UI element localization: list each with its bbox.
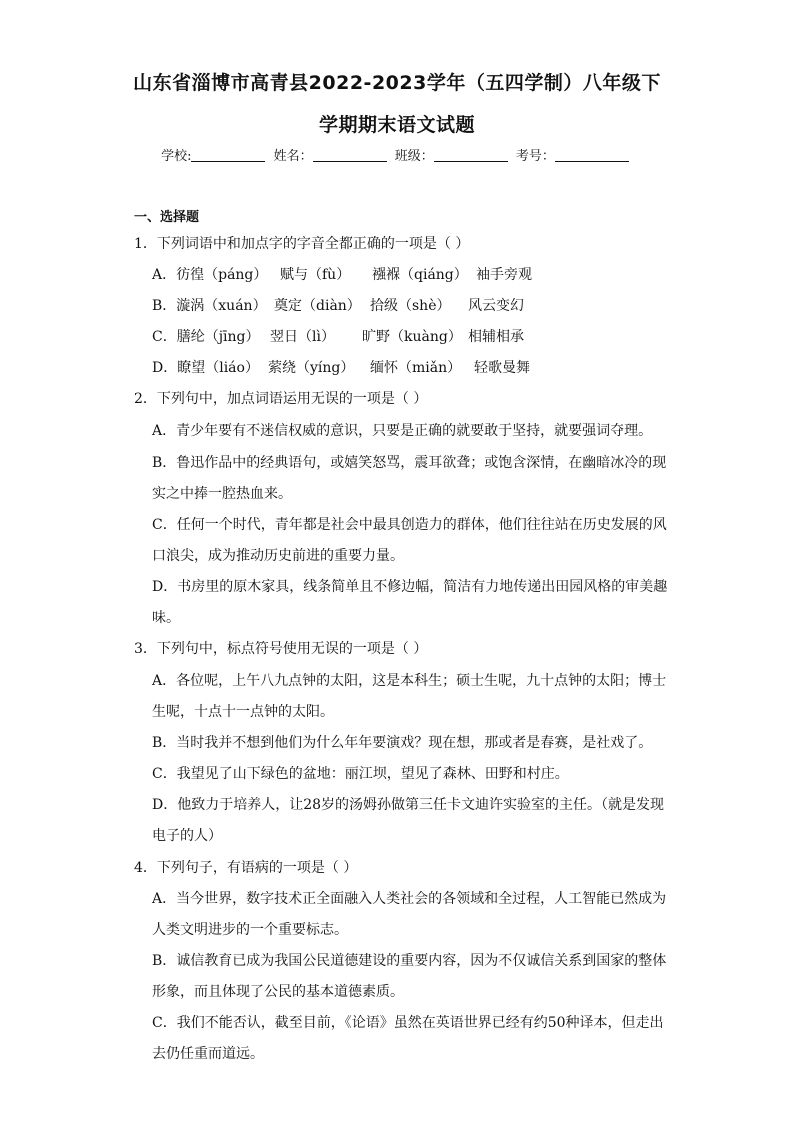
- option-word: D．瞭望（liáo）: [152, 360, 259, 376]
- exam-title-line-2: 学期期末语文试题: [318, 114, 475, 136]
- option-word: 轻歌曼舞: [474, 360, 530, 376]
- section-title: 一、选择题: [134, 210, 200, 225]
- option-word: 萦绕（yíng）: [268, 360, 355, 376]
- option-word: 相辅相承: [468, 329, 524, 345]
- option-word: 襁褓（qiáng）: [372, 267, 468, 283]
- question-2-option-d[interactable]: D．书房里的原木家具，线条简单且不修边幅，简洁有力地传递出田园风格的审美趣: [152, 579, 668, 595]
- question-1-option-b[interactable]: [152, 295, 524, 315]
- question-2-option-b-cont: 实之中捧一腔热血来。: [152, 486, 292, 502]
- class-label: 班级：: [394, 149, 434, 164]
- option-word: 旷野（kuàng）: [362, 329, 462, 345]
- option-word: 袖手旁观: [476, 267, 532, 283]
- option-word: 奠定（diàn）: [274, 298, 361, 314]
- exam-title-line-1: 山东省淄博市高青县2022-2023学年（五四学制）八年级下: [133, 72, 661, 94]
- school-label: 学校:: [161, 149, 192, 164]
- question-1-option-d[interactable]: [152, 357, 530, 377]
- question-4-option-c[interactable]: C．我们不能否认，截至目前，《论语》虽然在英语世界已经有约50种译本，但走出: [152, 1015, 664, 1031]
- question-4-option-c-cont: 去仍任重而道远。: [152, 1046, 264, 1062]
- name-blank[interactable]: [313, 148, 387, 162]
- question-3-option-b[interactable]: B．当时我并不想到他们为什么年年要演戏？现在想，那或者是春赛，是社戏了。: [152, 735, 653, 751]
- option-word: 缅怀（miǎn）: [370, 360, 462, 376]
- question-4-option-a-cont: 人类文明进步的一个重要标志。: [152, 922, 348, 938]
- number-label: 考号：: [515, 149, 555, 164]
- option-word: 风云变幻: [468, 298, 524, 314]
- school-blank[interactable]: [191, 148, 265, 162]
- question-3-option-d-cont: 电子的人）: [152, 828, 222, 844]
- question-1-stem: 1．下列词语中和加点字的字音全都正确的一项是（ ）: [134, 236, 470, 252]
- option-word: B．漩涡（xuán）: [152, 298, 267, 314]
- question-1-option-c[interactable]: [152, 326, 524, 346]
- question-2-option-d-cont: 味。: [152, 610, 180, 626]
- question-2-option-c[interactable]: C．任何一个时代，青年都是社会中最具创造力的群体，他们往往站在历史发展的风: [152, 517, 667, 533]
- student-info-line: [0, 145, 794, 164]
- name-label: 姓名：: [273, 149, 313, 164]
- question-1-option-a[interactable]: [152, 264, 532, 284]
- question-3-option-c[interactable]: C．我望见了山下绿色的盆地：丽江坝，望见了森林、田野和村庄。: [152, 766, 569, 782]
- question-3-option-d[interactable]: D．他致力于培养人，让28岁的汤姆孙做第三任卡文迪许实验室的主任。（就是发现: [152, 797, 665, 813]
- option-word: 拾级（shè）: [370, 298, 451, 314]
- question-3-option-a[interactable]: A．各位呢，上午八九点钟的太阳，这是本科生；硕士生呢，九十点钟的太阳；博士: [152, 673, 667, 689]
- question-4-option-b-cont: 形象，而且体现了公民的基本道德素质。: [152, 984, 404, 1000]
- option-word: A．彷徨（páng）: [152, 267, 268, 283]
- question-2-stem: 2．下列句中，加点词语运用无误的一项是（ ）: [134, 391, 428, 407]
- class-blank[interactable]: [434, 148, 508, 162]
- number-blank[interactable]: [555, 148, 629, 162]
- question-3-option-a-cont: 生呢，十点十一点钟的太阳。: [152, 704, 334, 720]
- question-4-option-b[interactable]: B．诚信教育已成为我国公民道德建设的重要内容，因为不仅诚信关系到国家的整体: [152, 953, 667, 969]
- question-2-option-a[interactable]: A．青少年要有不迷信权威的意识，只要是正确的就要敢于坚持，就要强词夺理。: [152, 423, 653, 439]
- option-word: C．膳纶（jīng）: [152, 329, 260, 345]
- question-4-option-a[interactable]: A．当今世界，数字技术正全面融入人类社会的各领域和全过程，人工智能已然成为: [152, 891, 667, 907]
- question-2-option-c-cont: 口浪尖，成为推动历史前进的重要力量。: [152, 548, 404, 564]
- option-word: 赋与（fù）: [280, 267, 351, 283]
- question-2-option-b[interactable]: B．鲁迅作品中的经典语句，或嬉笑怒骂，震耳欲聋；或饱含深情，在幽暗冰冷的现: [152, 455, 667, 471]
- option-word: 翌日（lì）: [270, 329, 335, 345]
- question-4-stem: 4．下列句子，有语病的一项是（ ）: [134, 860, 358, 876]
- question-3-stem: 3．下列句中，标点符号使用无误的一项是（ ）: [134, 641, 428, 657]
